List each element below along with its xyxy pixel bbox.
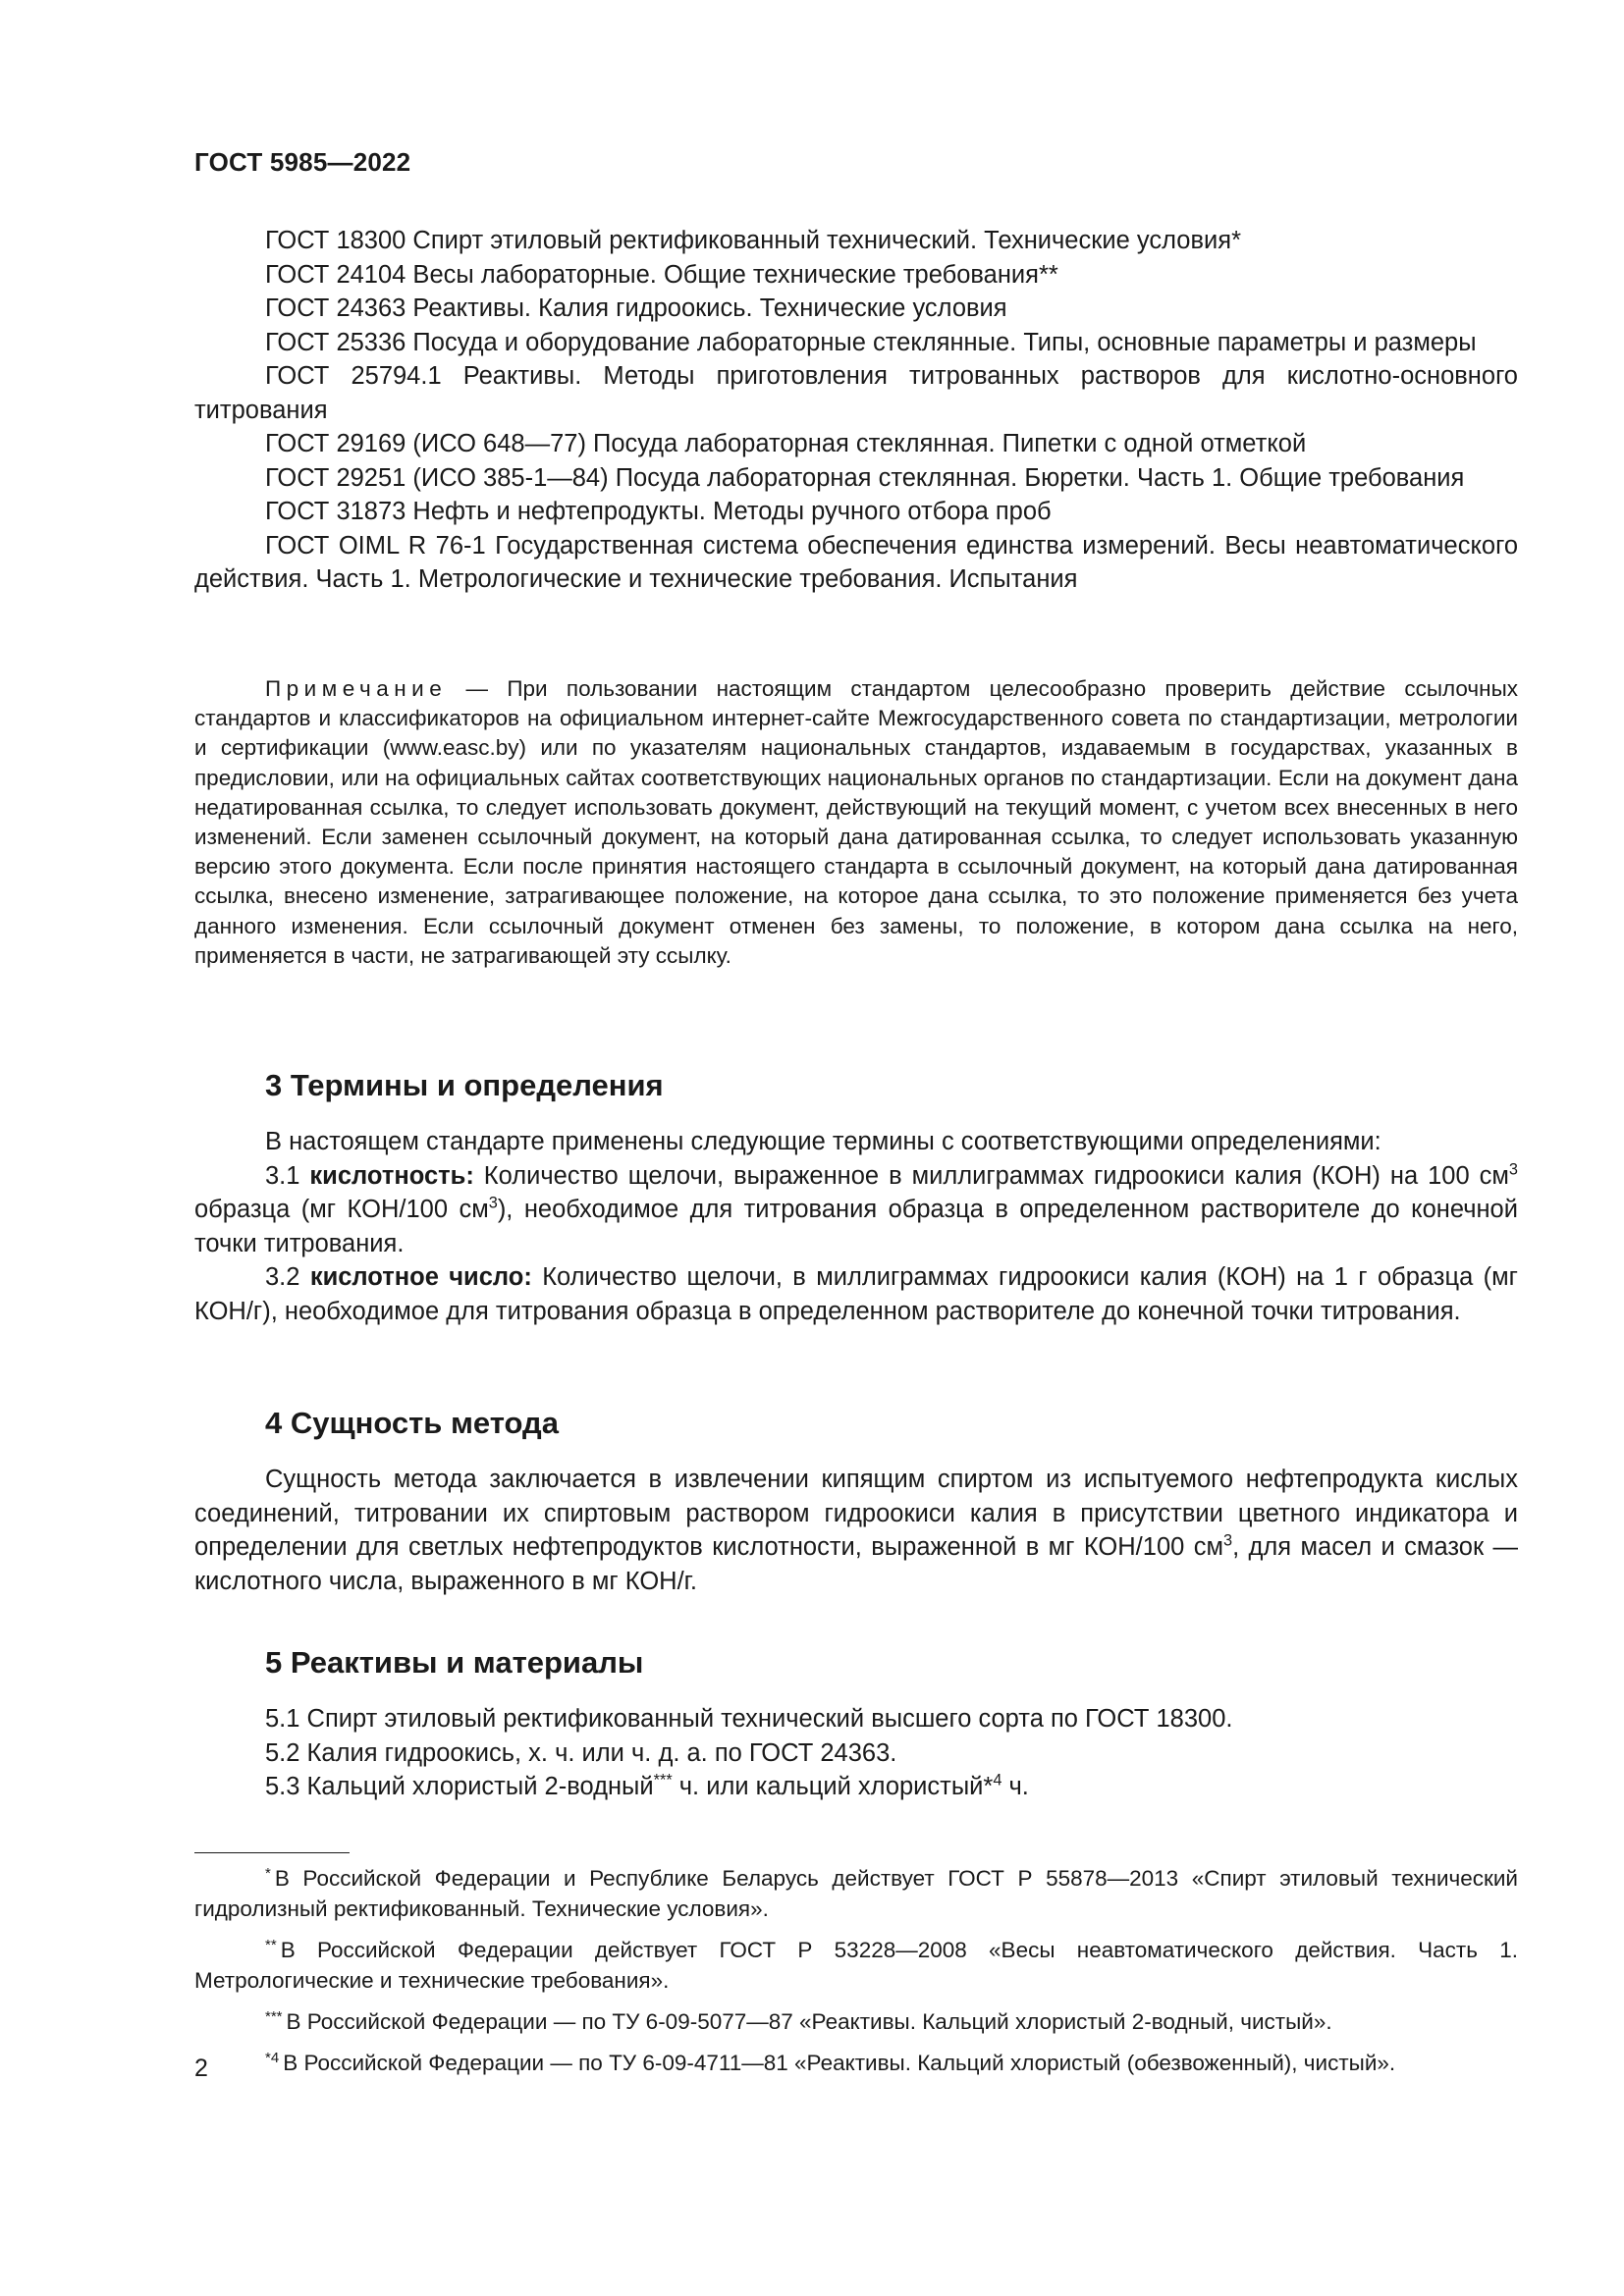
reference-item: ГОСТ 24363 Реактивы. Калия гидроокись. Технические условия: [265, 294, 1007, 322]
term-name: кислотность:: [309, 1161, 474, 1190]
term-definition: Количество щелочи, выраженное в миллиграммах гидроокиси калия (КОН) на 100 см: [473, 1161, 1509, 1190]
footnote-mark: *: [265, 1864, 271, 1882]
reference-item: ГОСТ 18300 Спирт этиловый ректификованный технический. Технические условия*: [265, 227, 1241, 254]
reagent-item: [194, 1770, 1518, 1804]
section-4-heading: 4 Сущность метода: [265, 1406, 559, 1440]
reagent-text: ч. или кальций хлористый*: [672, 1773, 994, 1800]
page-number: 2: [194, 2055, 208, 2082]
term-definition: ), необходимое для титрования образца в определенном растворителе до конечной точки титрования.: [194, 1196, 1518, 1257]
term-definition: Количество щелочи, в миллиграммах гидроокиси калия (КОН) на 1 г образца (мг КОН/г), необходимое для титрования образца в определенном растворителе до конечной точки титрования.: [194, 1263, 1518, 1325]
footnote-mark: **: [265, 1936, 277, 1953]
reagent-item: 5.1 Спирт этиловый ректификованный технический высшего сорта по ГОСТ 18300.: [265, 1705, 1233, 1733]
footnote: [194, 2006, 1518, 2037]
superscript: 3: [488, 1194, 498, 1212]
footnote-mark: ***: [265, 2007, 283, 2025]
reference-item: ГОСТ 25336 Посуда и оборудование лабораторные стеклянные. Типы, основные параметры и размеры: [265, 328, 1477, 356]
reagent-text: 5.3 Кальций хлористый 2-водный: [265, 1773, 654, 1800]
term-name: кислотное число:: [309, 1263, 532, 1291]
note-label: Примечание: [265, 676, 448, 701]
section-terms: [194, 1068, 1518, 1328]
reference-item: ГОСТ 24104 Весы лабораторные. Общие технические требования**: [265, 260, 1058, 289]
reference-item: ГОСТ OIML R 76-1 Государственная система обеспечения единства измерений. Весы неавтоматического действия. Часть 1. Метрологические и технические требования. Испытания: [194, 531, 1518, 593]
term-number: 3.1: [265, 1161, 310, 1190]
method-text: , для масел и смазок — кислотного числа, выраженного в мг КОН/г.: [194, 1533, 1518, 1595]
footnotes: [194, 1863, 1518, 2089]
terms-intro: В настоящем стандарте применены следующие термины с соответствующими определениями:: [265, 1128, 1381, 1155]
section-5-heading: 5 Реактивы и материалы: [265, 1645, 644, 1680]
footnote-text: В Российской Федерации действует ГОСТ Р 53228—2008 «Весы неавтоматического действия. Часть 1. Метрологические и технические требования».: [194, 1938, 1518, 1993]
footnote: [194, 1863, 1518, 1924]
section-reagents: [194, 1645, 1518, 1804]
normative-references-list: [194, 224, 1518, 597]
term-acid-number: [194, 1260, 1518, 1328]
footnote-ref: 4: [993, 1771, 1002, 1789]
footnote: [194, 1935, 1518, 1996]
footnote-mark: *4: [265, 2049, 280, 2066]
superscript: 3: [1508, 1160, 1518, 1178]
reagent-item: 5.2 Калия гидроокись, х. ч. или ч. д. а. по ГОСТ 24363.: [265, 1738, 897, 1767]
term-definition: образца (мг КОН/100 см: [194, 1196, 489, 1223]
footnote-separator: [194, 1852, 350, 1853]
reagent-text: ч.: [1001, 1773, 1029, 1800]
note-text: — При пользовании настоящим стандартом целесообразно проверить действие ссылочных стандартов и классификаторов на официальном интернет-сайте Межгосударственного совета по стандартизации, метрологии и сертификации (www.easc.by) или по указателям национальных стандартов, издаваемым в государствах, указанных в предисловии, или на официальных сайтах соответствующих национальных органов по стандартизации. Если на документ дана недатированная ссылка, то следует использовать документ, действующий на текущий момент, с учетом всех внесенных в него изменений. Если заменен ссылочный документ, на который дана датированная ссылка, то следует использовать указанную версию этого документа. Если после принятия настоящего стандарта в ссылочный документ, на который дана датированная ссылка, внесено изменение, затрагивающее положение, на которое дана ссылка, то это положение применяется без учета данного изменения. Если ссылочный документ отменен без замены, то положение, в котором дана ссылка на него, применяется в части, не затрагивающей эту ссылку.: [194, 676, 1518, 968]
footnote-ref: ***: [653, 1771, 673, 1789]
footnote-text: В Российской Федерации и Республике Беларусь действует ГОСТ Р 55878—2013 «Спирт этиловый технический гидролизный ректификованный. Технические условия».: [194, 1866, 1518, 1921]
reference-item: ГОСТ 31873 Нефть и нефтепродукты. Методы ручного отбора проб: [265, 498, 1052, 525]
method-text: Сущность метода заключается в извлечении кипящим спиртом из испытуемого нефтепродукта кислых соединений, титровании их спиртовым раствором гидроокиси калия в присутствии цветного индикатора и определении для светлых нефтепродуктов кислотности, выраженной в мг КОН/100 см: [194, 1466, 1518, 1561]
footnote: [194, 2048, 1518, 2078]
term-acidity: [194, 1159, 1518, 1261]
references-note: [194, 674, 1518, 971]
section-method: [194, 1406, 1518, 1598]
reference-item: ГОСТ 25794.1 Реактивы. Методы приготовления титрованных растворов для кислотно-основного титрования: [194, 362, 1518, 424]
reference-item: ГОСТ 29251 (ИСО 385-1—84) Посуда лабораторная стеклянная. Бюретки. Часть 1. Общие требования: [265, 463, 1465, 492]
reference-item: ГОСТ 29169 (ИСО 648—77) Посуда лабораторная стеклянная. Пипетки с одной отметкой: [265, 430, 1307, 457]
footnote-text: В Российской Федерации — по ТУ 6-09-5077—87 «Реактивы. Кальций хлористый 2-водный, чистый».: [286, 2009, 1332, 2034]
method-description: [194, 1463, 1518, 1598]
term-number: 3.2: [265, 1263, 310, 1291]
running-header: ГОСТ 5985—2022: [194, 147, 411, 177]
superscript: 3: [1222, 1531, 1233, 1550]
footnote-text: В Российской Федерации — по ТУ 6-09-4711—81 «Реактивы. Кальций хлористый (обезвоженный), чистый».: [283, 2051, 1396, 2075]
section-3-heading: 3 Термины и определения: [265, 1068, 664, 1102]
